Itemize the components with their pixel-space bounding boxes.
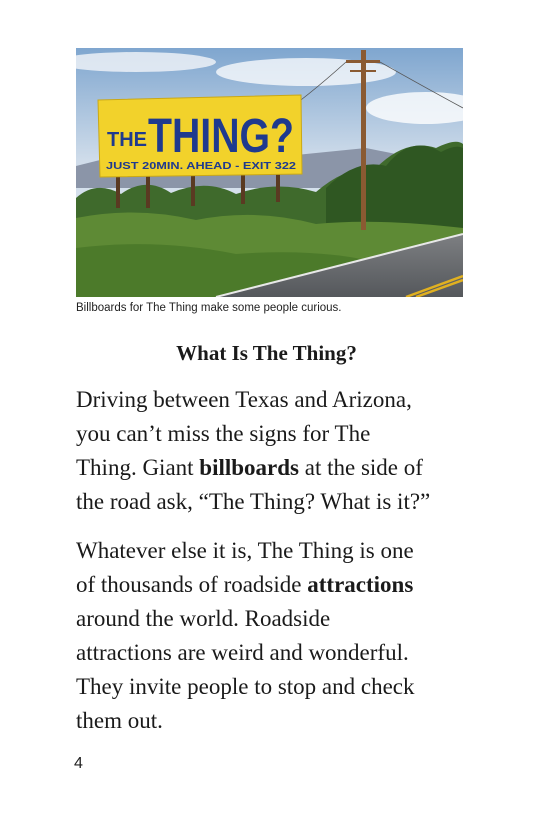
paragraph-2-line-2-start: of thousands of roadside	[76, 572, 308, 597]
paragraph-2-line-3: around the world. Roadside	[76, 606, 331, 631]
figure-caption: Billboards for The Thing make some people curious.	[76, 302, 342, 314]
billboard-thing-text: THING?	[148, 110, 294, 163]
paragraph-1-line-2: you can’t miss the signs for The	[76, 421, 371, 446]
paragraph-2-line-2	[76, 568, 476, 602]
paragraph-2-line-6: them out.	[76, 708, 163, 733]
paragraph-1	[76, 383, 476, 519]
paragraph-1-line-3-start: Thing. Giant	[76, 455, 200, 480]
paragraph-1-line-4: the road ask, “The Thing? What is it?”	[76, 489, 431, 514]
paragraph-2-line-5: They invite people to stop and check	[76, 674, 415, 699]
paragraph-1-line-1: Driving between Texas and Arizona,	[76, 387, 412, 412]
billboard-the-text: THE	[107, 129, 147, 151]
billboard-photo	[76, 48, 463, 297]
page-number: 4	[74, 755, 83, 772]
billboard-photo-illustration	[76, 48, 463, 297]
paragraph-2	[76, 534, 476, 738]
section-heading: What Is The Thing?	[176, 341, 357, 365]
paragraph-2-line-1: Whatever else it is, The Thing is one	[76, 538, 414, 563]
paragraph-1-line-3	[76, 451, 476, 485]
billboard-tagline-text: JUST 20MIN. AHEAD - EXIT 322	[106, 160, 297, 172]
keyword-attractions: attractions	[307, 572, 414, 597]
paragraph-1-line-3-end: at the side of	[299, 455, 423, 480]
keyword-billboards: billboards	[199, 455, 300, 480]
paragraph-2-line-4: attractions are weird and wonderful.	[76, 640, 409, 665]
